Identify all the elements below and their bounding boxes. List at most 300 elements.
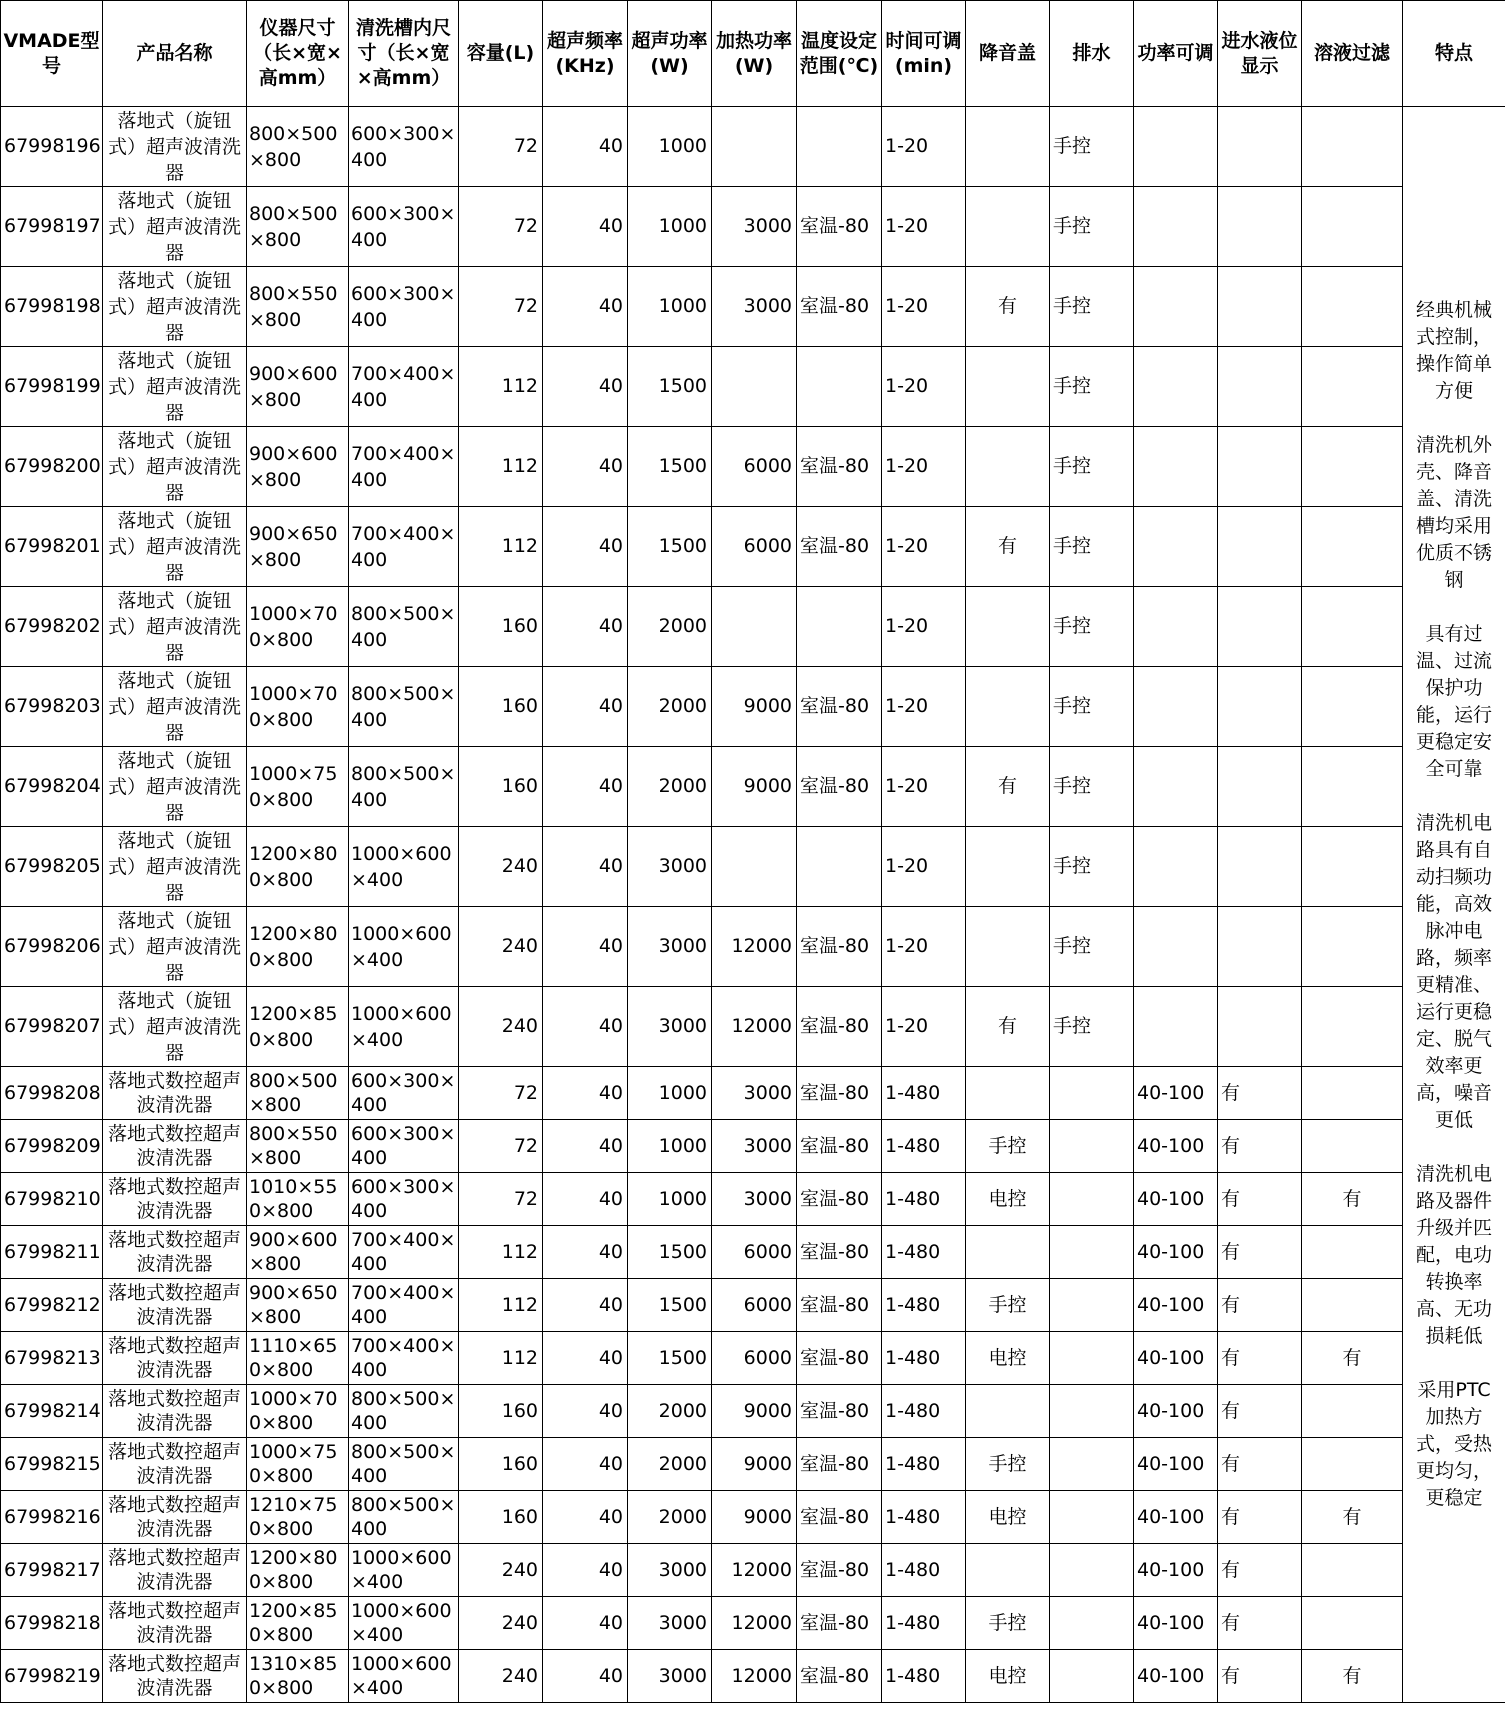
table-cell-power-adjustable <box>1134 827 1218 907</box>
table-cell-drain: 手控 <box>1050 507 1134 587</box>
table-cell-model: 67998218 <box>1 1597 103 1650</box>
table-cell-ultrasonic-power: 2000 <box>628 747 712 827</box>
table-cell-instrument-size: 1000×700×800 <box>247 1385 349 1438</box>
table-cell-instrument-size: 1000×700×800 <box>247 587 349 667</box>
table-cell-tank-size: 1000×600×400 <box>349 1544 459 1597</box>
table-cell-time-range: 1-20 <box>882 187 966 267</box>
table-cell-water-level <box>1218 187 1302 267</box>
table-cell-product-name: 落地式数控超声波清洗器 <box>103 1067 247 1120</box>
table-cell-heating-power: 9000 <box>712 1385 797 1438</box>
table-row <box>1 1491 1505 1544</box>
table-cell-solution-filter: 有 <box>1302 1173 1403 1226</box>
table-cell-frequency: 40 <box>543 267 628 347</box>
table-cell-heating-power: 3000 <box>712 1120 797 1173</box>
table-cell-drain: 手控 <box>1050 347 1134 427</box>
table-cell-capacity: 240 <box>459 987 543 1067</box>
table-row <box>1 267 1505 347</box>
table-cell-noise-lid: 手控 <box>966 1279 1050 1332</box>
table-cell-product-name: 落地式数控超声波清洗器 <box>103 1332 247 1385</box>
table-cell-water-level <box>1218 587 1302 667</box>
table-cell-instrument-size: 900×650×800 <box>247 507 349 587</box>
table-cell-instrument-size: 1200×800×800 <box>247 1544 349 1597</box>
table-cell-model: 67998201 <box>1 507 103 587</box>
table-cell-power-adjustable <box>1134 987 1218 1067</box>
table-cell-instrument-size: 800×500×800 <box>247 187 349 267</box>
table-cell-temperature-range <box>797 107 882 187</box>
table-cell-time-range: 1-20 <box>882 747 966 827</box>
header-cell: 排水 <box>1050 1 1134 107</box>
table-cell-product-name: 落地式数控超声波清洗器 <box>103 1385 247 1438</box>
table-cell-model: 67998210 <box>1 1173 103 1226</box>
table-cell-water-level <box>1218 347 1302 427</box>
table-cell-power-adjustable: 40-100 <box>1134 1438 1218 1491</box>
table-cell-product-name: 落地式（旋钮式）超声波清洗器 <box>103 107 247 187</box>
table-cell-tank-size: 600×300×400 <box>349 1173 459 1226</box>
table-cell-drain <box>1050 1438 1134 1491</box>
table-cell-capacity: 72 <box>459 1120 543 1173</box>
table-cell-model: 67998219 <box>1 1650 103 1703</box>
table-cell-instrument-size: 1210×750×800 <box>247 1491 349 1544</box>
table-cell-capacity: 240 <box>459 907 543 987</box>
table-cell-instrument-size: 1010×550×800 <box>247 1173 349 1226</box>
table-cell-power-adjustable: 40-100 <box>1134 1120 1218 1173</box>
table-cell-temperature-range: 室温-80 <box>797 1120 882 1173</box>
table-cell-frequency: 40 <box>543 747 628 827</box>
header-row <box>1 1 1505 107</box>
table-cell-capacity: 72 <box>459 267 543 347</box>
table-cell-product-name: 落地式（旋钮式）超声波清洗器 <box>103 587 247 667</box>
table-row <box>1 1332 1505 1385</box>
table-cell-time-range: 1-480 <box>882 1279 966 1332</box>
table-cell-ultrasonic-power: 1500 <box>628 1279 712 1332</box>
table-cell-temperature-range: 室温-80 <box>797 507 882 587</box>
table-cell-time-range: 1-20 <box>882 667 966 747</box>
table-cell-water-level: 有 <box>1218 1438 1302 1491</box>
header-cell: 特点 <box>1403 1 1505 107</box>
table-cell-capacity: 240 <box>459 1650 543 1703</box>
table-cell-model: 67998205 <box>1 827 103 907</box>
table-cell-solution-filter <box>1302 1120 1403 1173</box>
table-cell-instrument-size: 1310×850×800 <box>247 1650 349 1703</box>
table-cell-solution-filter <box>1302 107 1403 187</box>
table-cell-water-level <box>1218 987 1302 1067</box>
table-cell-power-adjustable <box>1134 347 1218 427</box>
table-cell-power-adjustable: 40-100 <box>1134 1226 1218 1279</box>
feature-text: 清洗机电路具有自动扫频功能，高效脉冲电路，频率更精准、运行更稳定、脱气效率更高，噪音更低 <box>1415 812 1492 1131</box>
table-cell-power-adjustable <box>1134 747 1218 827</box>
table-cell-water-level: 有 <box>1218 1491 1302 1544</box>
table-cell-solution-filter <box>1302 1544 1403 1597</box>
table-cell-tank-size: 1000×600×400 <box>349 907 459 987</box>
table-cell-drain: 手控 <box>1050 907 1134 987</box>
table-row <box>1 107 1505 187</box>
table-cell-capacity: 240 <box>459 1544 543 1597</box>
table-cell-power-adjustable <box>1134 667 1218 747</box>
table-cell-capacity: 72 <box>459 107 543 187</box>
table-cell-heating-power <box>712 347 797 427</box>
header-cell: 加热功率(W) <box>712 1 797 107</box>
table-cell-product-name: 落地式（旋钮式）超声波清洗器 <box>103 347 247 427</box>
table-cell-water-level <box>1218 667 1302 747</box>
table-cell-ultrasonic-power: 1000 <box>628 1120 712 1173</box>
table-cell-drain <box>1050 1120 1134 1173</box>
table-cell-solution-filter: 有 <box>1302 1332 1403 1385</box>
table-cell-drain <box>1050 1491 1134 1544</box>
table-cell-time-range: 1-480 <box>882 1120 966 1173</box>
table-cell-model: 67998216 <box>1 1491 103 1544</box>
table-row <box>1 1279 1505 1332</box>
table-cell-model: 67998198 <box>1 267 103 347</box>
table-cell-power-adjustable: 40-100 <box>1134 1491 1218 1544</box>
table-cell-capacity: 72 <box>459 187 543 267</box>
table-cell-instrument-size: 1110×650×800 <box>247 1332 349 1385</box>
table-cell-heating-power: 6000 <box>712 1332 797 1385</box>
table-cell-ultrasonic-power: 3000 <box>628 827 712 907</box>
table-cell-temperature-range: 室温-80 <box>797 1438 882 1491</box>
table-cell-tank-size: 1000×600×400 <box>349 1597 459 1650</box>
table-cell-tank-size: 1000×600×400 <box>349 1650 459 1703</box>
table-cell-solution-filter <box>1302 587 1403 667</box>
table-cell-tank-size: 1000×600×400 <box>349 987 459 1067</box>
table-cell-product-name: 落地式数控超声波清洗器 <box>103 1544 247 1597</box>
table-cell-instrument-size: 900×600×800 <box>247 1226 349 1279</box>
table-cell-tank-size: 700×400×400 <box>349 1226 459 1279</box>
table-cell-product-name: 落地式（旋钮式）超声波清洗器 <box>103 907 247 987</box>
table-cell-noise-lid: 有 <box>966 747 1050 827</box>
table-cell-solution-filter <box>1302 667 1403 747</box>
table-cell-drain <box>1050 1279 1134 1332</box>
table-cell-frequency: 40 <box>543 347 628 427</box>
table-cell-capacity: 160 <box>459 587 543 667</box>
table-cell-solution-filter <box>1302 1438 1403 1491</box>
table-cell-capacity: 160 <box>459 1385 543 1438</box>
table-cell-water-level: 有 <box>1218 1120 1302 1173</box>
feature-text: 经典机械式控制，操作简单方便 <box>1415 299 1492 402</box>
table-cell-solution-filter <box>1302 1279 1403 1332</box>
table-cell-frequency: 40 <box>543 427 628 507</box>
table-cell-noise-lid <box>966 427 1050 507</box>
table-cell-drain <box>1050 1544 1134 1597</box>
table-cell-heating-power: 12000 <box>712 907 797 987</box>
table-cell-temperature-range: 室温-80 <box>797 1597 882 1650</box>
table-cell-drain <box>1050 1067 1134 1120</box>
table-cell-temperature-range: 室温-80 <box>797 1650 882 1703</box>
table-cell-noise-lid: 手控 <box>966 1120 1050 1173</box>
table-cell-heating-power: 9000 <box>712 747 797 827</box>
table-cell-model: 67998204 <box>1 747 103 827</box>
table-cell-model: 67998196 <box>1 107 103 187</box>
table-cell-temperature-range: 室温-80 <box>797 1067 882 1120</box>
table-cell-temperature-range: 室温-80 <box>797 267 882 347</box>
table-cell-water-level: 有 <box>1218 1544 1302 1597</box>
table-row <box>1 507 1505 587</box>
table-cell-temperature-range: 室温-80 <box>797 187 882 267</box>
table-cell-tank-size: 800×500×400 <box>349 1385 459 1438</box>
table-cell-tank-size: 800×500×400 <box>349 1438 459 1491</box>
table-cell-temperature-range: 室温-80 <box>797 987 882 1067</box>
table-cell-noise-lid: 有 <box>966 987 1050 1067</box>
table-cell-water-level <box>1218 907 1302 987</box>
table-cell-ultrasonic-power: 1000 <box>628 267 712 347</box>
table-cell-instrument-size: 800×500×800 <box>247 107 349 187</box>
table-cell-temperature-range: 室温-80 <box>797 1491 882 1544</box>
table-cell-noise-lid: 电控 <box>966 1491 1050 1544</box>
table-cell-ultrasonic-power: 3000 <box>628 1544 712 1597</box>
table-row <box>1 907 1505 987</box>
header-cell: 容量(L) <box>459 1 543 107</box>
table-cell-drain <box>1050 1332 1134 1385</box>
table-cell-frequency: 40 <box>543 907 628 987</box>
table-cell-water-level <box>1218 827 1302 907</box>
table-cell-heating-power: 12000 <box>712 1544 797 1597</box>
table-cell-frequency: 40 <box>543 107 628 187</box>
table-cell-power-adjustable <box>1134 907 1218 987</box>
table-cell-noise-lid: 有 <box>966 267 1050 347</box>
table-cell-drain: 手控 <box>1050 667 1134 747</box>
table-cell-solution-filter: 有 <box>1302 1491 1403 1544</box>
table-cell-solution-filter <box>1302 987 1403 1067</box>
table-cell-noise-lid <box>966 1226 1050 1279</box>
feature-text: 具有过温、过流保护功能，运行更稳定安全可靠 <box>1415 623 1492 780</box>
table-cell-noise-lid <box>966 1385 1050 1438</box>
table-row <box>1 187 1505 267</box>
table-cell-heating-power: 12000 <box>712 1650 797 1703</box>
table-cell-tank-size: 800×500×400 <box>349 1491 459 1544</box>
table-cell-drain: 手控 <box>1050 987 1134 1067</box>
table-cell-drain: 手控 <box>1050 587 1134 667</box>
table-cell-water-level: 有 <box>1218 1650 1302 1703</box>
table-row <box>1 1650 1505 1703</box>
table-cell-ultrasonic-power: 2000 <box>628 1491 712 1544</box>
table-cell-drain <box>1050 1173 1134 1226</box>
table-cell-heating-power: 9000 <box>712 1491 797 1544</box>
table-cell-power-adjustable: 40-100 <box>1134 1597 1218 1650</box>
table-cell-noise-lid <box>966 1067 1050 1120</box>
table-cell-frequency: 40 <box>543 1385 628 1438</box>
table-cell-power-adjustable <box>1134 267 1218 347</box>
table-cell-instrument-size: 800×550×800 <box>247 1120 349 1173</box>
table-cell-solution-filter <box>1302 507 1403 587</box>
table-cell-instrument-size: 800×550×800 <box>247 267 349 347</box>
table-cell-capacity: 112 <box>459 427 543 507</box>
table-cell-instrument-size: 1200×850×800 <box>247 987 349 1067</box>
table-cell-model: 67998206 <box>1 907 103 987</box>
table-cell-product-name: 落地式（旋钮式）超声波清洗器 <box>103 187 247 267</box>
table-cell-product-name: 落地式（旋钮式）超声波清洗器 <box>103 427 247 507</box>
table-cell-water-level <box>1218 427 1302 507</box>
table-cell-temperature-range: 室温-80 <box>797 747 882 827</box>
table-cell-time-range: 1-480 <box>882 1226 966 1279</box>
table-cell-temperature-range: 室温-80 <box>797 1332 882 1385</box>
table-cell-noise-lid: 手控 <box>966 1438 1050 1491</box>
table-cell-time-range: 1-480 <box>882 1067 966 1120</box>
table-cell-power-adjustable <box>1134 587 1218 667</box>
table-cell-frequency: 40 <box>543 1544 628 1597</box>
table-cell-heating-power: 12000 <box>712 987 797 1067</box>
table-cell-heating-power: 12000 <box>712 1597 797 1650</box>
table-cell-time-range: 1-20 <box>882 267 966 347</box>
table-cell-model: 67998212 <box>1 1279 103 1332</box>
table-cell-instrument-size: 1000×750×800 <box>247 1438 349 1491</box>
table-cell-instrument-size: 1000×700×800 <box>247 667 349 747</box>
table-cell-model: 67998208 <box>1 1067 103 1120</box>
table-cell-capacity: 112 <box>459 1279 543 1332</box>
table-cell-temperature-range: 室温-80 <box>797 1544 882 1597</box>
table-cell-frequency: 40 <box>543 1597 628 1650</box>
feature-text: 清洗机电路及器件升级并匹配，电功转换率高、无功损耗低 <box>1415 1163 1492 1347</box>
table-cell-noise-lid: 有 <box>966 507 1050 587</box>
table-cell-product-name: 落地式（旋钮式）超声波清洗器 <box>103 747 247 827</box>
table-row <box>1 1120 1505 1173</box>
table-cell-time-range: 1-480 <box>882 1650 966 1703</box>
table-cell-model: 67998197 <box>1 187 103 267</box>
table-cell-instrument-size: 1200×800×800 <box>247 907 349 987</box>
table-cell-temperature-range: 室温-80 <box>797 1385 882 1438</box>
table-cell-temperature-range: 室温-80 <box>797 667 882 747</box>
table-cell-ultrasonic-power: 1500 <box>628 1332 712 1385</box>
table-cell-temperature-range: 室温-80 <box>797 1173 882 1226</box>
table-cell-water-level <box>1218 107 1302 187</box>
table-cell-instrument-size: 900×650×800 <box>247 1279 349 1332</box>
table-cell-drain: 手控 <box>1050 267 1134 347</box>
table-cell-instrument-size: 1000×750×800 <box>247 747 349 827</box>
header-cell: 温度设定范围(℃) <box>797 1 882 107</box>
table-cell-product-name: 落地式数控超声波清洗器 <box>103 1438 247 1491</box>
table-cell-product-name: 落地式数控超声波清洗器 <box>103 1173 247 1226</box>
table-cell-drain <box>1050 1385 1134 1438</box>
table-cell-instrument-size: 1200×850×800 <box>247 1597 349 1650</box>
table-row <box>1 827 1505 907</box>
table-cell-product-name: 落地式数控超声波清洗器 <box>103 1120 247 1173</box>
table-cell-time-range: 1-480 <box>882 1491 966 1544</box>
table-cell-frequency: 40 <box>543 1332 628 1385</box>
table-cell-ultrasonic-power: 1500 <box>628 347 712 427</box>
table-cell-solution-filter <box>1302 267 1403 347</box>
table-cell-instrument-size: 800×500×800 <box>247 1067 349 1120</box>
table-cell-water-level: 有 <box>1218 1279 1302 1332</box>
table-cell-product-name: 落地式（旋钮式）超声波清洗器 <box>103 507 247 587</box>
table-row <box>1 667 1505 747</box>
table-cell-temperature-range <box>797 587 882 667</box>
table-cell-water-level: 有 <box>1218 1385 1302 1438</box>
table-cell-capacity: 160 <box>459 747 543 827</box>
table-cell-noise-lid <box>966 107 1050 187</box>
table-cell-temperature-range: 室温-80 <box>797 1226 882 1279</box>
header-cell: 产品名称 <box>103 1 247 107</box>
header-cell: 超声频率(KHz) <box>543 1 628 107</box>
table-cell-ultrasonic-power: 1000 <box>628 1173 712 1226</box>
table-cell-product-name: 落地式数控超声波清洗器 <box>103 1491 247 1544</box>
table-cell-heating-power <box>712 587 797 667</box>
table-cell-frequency: 40 <box>543 1067 628 1120</box>
features-cell <box>1403 107 1505 1703</box>
table-cell-product-name: 落地式数控超声波清洗器 <box>103 1597 247 1650</box>
table-cell-model: 67998209 <box>1 1120 103 1173</box>
table-cell-ultrasonic-power: 2000 <box>628 1385 712 1438</box>
table-row <box>1 347 1505 427</box>
table-cell-temperature-range: 室温-80 <box>797 1279 882 1332</box>
table-cell-time-range: 1-480 <box>882 1544 966 1597</box>
table-cell-ultrasonic-power: 1000 <box>628 107 712 187</box>
table-cell-noise-lid <box>966 187 1050 267</box>
table-cell-frequency: 40 <box>543 1650 628 1703</box>
table-cell-noise-lid <box>966 347 1050 427</box>
table-cell-solution-filter <box>1302 1385 1403 1438</box>
table-row <box>1 1438 1505 1491</box>
table-cell-solution-filter: 有 <box>1302 1650 1403 1703</box>
table-cell-model: 67998211 <box>1 1226 103 1279</box>
table-cell-solution-filter <box>1302 747 1403 827</box>
table-cell-time-range: 1-480 <box>882 1597 966 1650</box>
table-cell-noise-lid: 电控 <box>966 1332 1050 1385</box>
table-cell-water-level: 有 <box>1218 1067 1302 1120</box>
table-cell-drain: 手控 <box>1050 427 1134 507</box>
table-cell-model: 67998202 <box>1 587 103 667</box>
table-cell-frequency: 40 <box>543 1120 628 1173</box>
table-cell-tank-size: 1000×600×400 <box>349 827 459 907</box>
table-cell-heating-power: 9000 <box>712 1438 797 1491</box>
table-body <box>1 107 1505 1703</box>
table-row <box>1 1067 1505 1120</box>
table-cell-frequency: 40 <box>543 1226 628 1279</box>
table-cell-solution-filter <box>1302 347 1403 427</box>
table-row <box>1 1173 1505 1226</box>
table-cell-water-level <box>1218 747 1302 827</box>
table-cell-water-level: 有 <box>1218 1226 1302 1279</box>
table-cell-water-level: 有 <box>1218 1597 1302 1650</box>
table-cell-noise-lid: 电控 <box>966 1650 1050 1703</box>
table-cell-power-adjustable: 40-100 <box>1134 1279 1218 1332</box>
table-cell-tank-size: 600×300×400 <box>349 1067 459 1120</box>
table-cell-power-adjustable: 40-100 <box>1134 1173 1218 1226</box>
table-cell-noise-lid <box>966 907 1050 987</box>
table-cell-ultrasonic-power: 1000 <box>628 187 712 267</box>
table-cell-capacity: 112 <box>459 1226 543 1279</box>
table-cell-ultrasonic-power: 2000 <box>628 1438 712 1491</box>
table-cell-power-adjustable <box>1134 427 1218 507</box>
table-cell-frequency: 40 <box>543 507 628 587</box>
table-cell-product-name: 落地式（旋钮式）超声波清洗器 <box>103 667 247 747</box>
table-cell-product-name: 落地式数控超声波清洗器 <box>103 1226 247 1279</box>
table-cell-ultrasonic-power: 2000 <box>628 587 712 667</box>
table-cell-time-range: 1-480 <box>882 1385 966 1438</box>
table-cell-heating-power <box>712 827 797 907</box>
table-cell-power-adjustable: 40-100 <box>1134 1332 1218 1385</box>
table-cell-capacity: 160 <box>459 1491 543 1544</box>
table-cell-heating-power: 6000 <box>712 1226 797 1279</box>
table-cell-water-level <box>1218 507 1302 587</box>
table-cell-capacity: 72 <box>459 1067 543 1120</box>
table-cell-tank-size: 600×300×400 <box>349 107 459 187</box>
table-cell-noise-lid: 手控 <box>966 1597 1050 1650</box>
table-cell-heating-power <box>712 107 797 187</box>
table-cell-tank-size: 800×500×400 <box>349 747 459 827</box>
table-cell-capacity: 112 <box>459 347 543 427</box>
table-cell-drain: 手控 <box>1050 187 1134 267</box>
table-cell-water-level <box>1218 267 1302 347</box>
table-cell-noise-lid <box>966 1544 1050 1597</box>
header-cell: 仪器尺寸（长×宽×高mm） <box>247 1 349 107</box>
table-cell-power-adjustable: 40-100 <box>1134 1067 1218 1120</box>
table-cell-frequency: 40 <box>543 587 628 667</box>
table-cell-ultrasonic-power: 1000 <box>628 1067 712 1120</box>
table-cell-tank-size: 600×300×400 <box>349 187 459 267</box>
table-cell-ultrasonic-power: 1500 <box>628 427 712 507</box>
table-cell-time-range: 1-20 <box>882 827 966 907</box>
header-cell: VMADE型号 <box>1 1 103 107</box>
table-cell-solution-filter <box>1302 187 1403 267</box>
table-cell-frequency: 40 <box>543 187 628 267</box>
